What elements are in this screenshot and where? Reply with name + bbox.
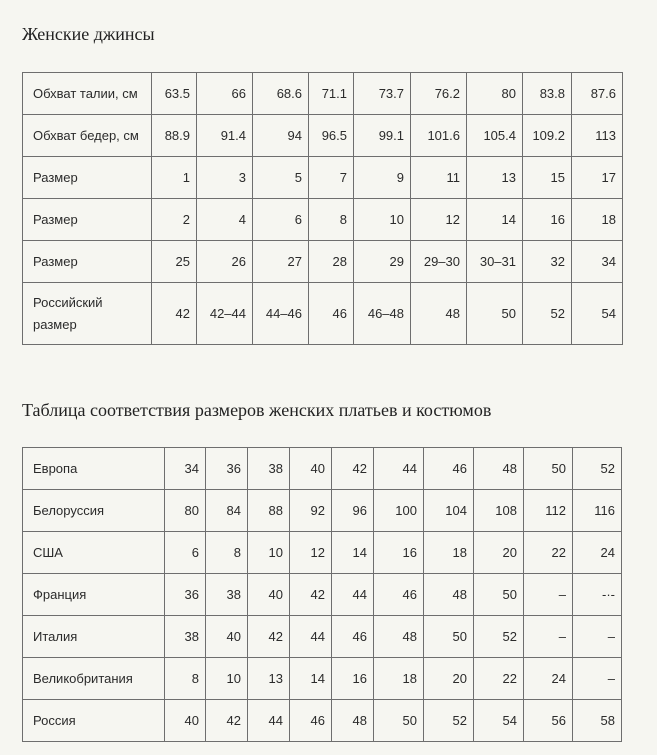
table-cell: 46 — [290, 700, 332, 742]
table-cell: 18 — [572, 199, 623, 241]
table-cell: 113 — [572, 115, 623, 157]
table-row — [23, 490, 622, 532]
table-cell: 99.1 — [354, 115, 411, 157]
table-cell: 80 — [165, 490, 206, 532]
jeans-table-body — [23, 73, 623, 345]
table-cell: 36 — [165, 574, 206, 616]
row-label: Италия — [23, 616, 165, 658]
table-cell: 66 — [197, 73, 253, 115]
table-cell: 80 — [467, 73, 523, 115]
table-cell: 56 — [524, 700, 573, 742]
table-cell: 83.8 — [523, 73, 572, 115]
table-row — [23, 115, 623, 157]
table-cell: 94 — [253, 115, 309, 157]
table-cell: 44 — [332, 574, 374, 616]
table-cell: 58 — [573, 700, 622, 742]
row-label: Европа — [23, 448, 165, 490]
table-row — [23, 574, 622, 616]
table-cell: 16 — [523, 199, 572, 241]
table-cell: 112 — [524, 490, 573, 532]
table-cell: 14 — [332, 532, 374, 574]
table-cell: 46 — [374, 574, 424, 616]
table-cell: 48 — [424, 574, 474, 616]
table-cell: 24 — [524, 658, 573, 700]
table-cell: 4 — [197, 199, 253, 241]
table-cell: 42 — [152, 283, 197, 345]
table-cell: – — [524, 616, 573, 658]
table-cell: 38 — [248, 448, 290, 490]
table-cell: 52 — [573, 448, 622, 490]
table-cell: 44 — [248, 700, 290, 742]
table-cell: 40 — [165, 700, 206, 742]
table-cell: 48 — [332, 700, 374, 742]
table-cell: -·- — [573, 574, 622, 616]
row-label: США — [23, 532, 165, 574]
table-cell: 52 — [474, 616, 524, 658]
table-cell: 50 — [524, 448, 573, 490]
table-row — [23, 658, 622, 700]
row-label: Обхват талии, см — [23, 73, 152, 115]
table-cell: 29–30 — [411, 241, 467, 283]
table-cell: 12 — [290, 532, 332, 574]
table-cell: 101.6 — [411, 115, 467, 157]
table-cell: 105.4 — [467, 115, 523, 157]
table-cell: 13 — [467, 157, 523, 199]
table-cell: 88 — [248, 490, 290, 532]
table-cell: 91.4 — [197, 115, 253, 157]
table-cell: 42 — [248, 616, 290, 658]
table-cell: 44–46 — [253, 283, 309, 345]
table-cell: 26 — [197, 241, 253, 283]
table-cell: 11 — [411, 157, 467, 199]
table-cell: 9 — [354, 157, 411, 199]
table-cell: 14 — [290, 658, 332, 700]
table-cell: 14 — [467, 199, 523, 241]
table-cell: 13 — [248, 658, 290, 700]
table-cell: 44 — [290, 616, 332, 658]
table-cell: 42–44 — [197, 283, 253, 345]
table-cell: 96 — [332, 490, 374, 532]
table-cell: 50 — [374, 700, 424, 742]
table-cell: 54 — [474, 700, 524, 742]
table-cell: 16 — [332, 658, 374, 700]
table-cell: 109.2 — [523, 115, 572, 157]
table-cell: 40 — [290, 448, 332, 490]
table-cell: 96.5 — [309, 115, 354, 157]
table-cell: – — [573, 658, 622, 700]
table-cell: 48 — [374, 616, 424, 658]
table-row — [23, 448, 622, 490]
table-row — [23, 241, 623, 283]
table-cell: 7 — [309, 157, 354, 199]
table-cell: 52 — [523, 283, 572, 345]
table-cell: 20 — [474, 532, 524, 574]
table-cell: 48 — [474, 448, 524, 490]
dresses-table-body — [23, 448, 622, 742]
table-cell: 25 — [152, 241, 197, 283]
table-cell: 52 — [424, 700, 474, 742]
table-cell: 50 — [424, 616, 474, 658]
row-label: Великобритания — [23, 658, 165, 700]
row-label: Россия — [23, 700, 165, 742]
table-cell: 12 — [411, 199, 467, 241]
table-cell: 88.9 — [152, 115, 197, 157]
table-cell: 32 — [523, 241, 572, 283]
row-label: Российский размер — [23, 283, 152, 345]
table-cell: 5 — [253, 157, 309, 199]
table-cell: 42 — [290, 574, 332, 616]
table-row — [23, 73, 623, 115]
table-row — [23, 616, 622, 658]
table-cell: 108 — [474, 490, 524, 532]
table-cell: 54 — [572, 283, 623, 345]
table-cell: 16 — [374, 532, 424, 574]
table-cell: 22 — [474, 658, 524, 700]
table-cell: 24 — [573, 532, 622, 574]
table-cell: 42 — [332, 448, 374, 490]
dresses-size-table — [22, 447, 622, 742]
table-cell: 22 — [524, 532, 573, 574]
table-cell: 15 — [523, 157, 572, 199]
table-row — [23, 157, 623, 199]
table-cell: 34 — [165, 448, 206, 490]
table-cell: 8 — [165, 658, 206, 700]
table-cell: 40 — [206, 616, 248, 658]
table-cell: 6 — [165, 532, 206, 574]
table-cell: 71.1 — [309, 73, 354, 115]
table-cell: 6 — [253, 199, 309, 241]
table-cell: 1 — [152, 157, 197, 199]
table-row — [23, 532, 622, 574]
table-cell: 29 — [354, 241, 411, 283]
row-label: Размер — [23, 199, 152, 241]
row-label: Размер — [23, 241, 152, 283]
table-cell: 50 — [467, 283, 523, 345]
row-label: Обхват бедер, см — [23, 115, 152, 157]
table-cell: 36 — [206, 448, 248, 490]
table-cell: 18 — [374, 658, 424, 700]
table-cell: 92 — [290, 490, 332, 532]
table-cell: 10 — [248, 532, 290, 574]
table-row — [23, 283, 623, 345]
table-cell: 84 — [206, 490, 248, 532]
table-cell: 27 — [253, 241, 309, 283]
table-cell: 8 — [206, 532, 248, 574]
table-row — [23, 199, 623, 241]
row-label: Белоруссия — [23, 490, 165, 532]
table-cell: 30–31 — [467, 241, 523, 283]
table-cell: 40 — [248, 574, 290, 616]
table-cell: 46 — [424, 448, 474, 490]
table-cell: 46–48 — [354, 283, 411, 345]
table-cell: – — [573, 616, 622, 658]
table-cell: 48 — [411, 283, 467, 345]
table-cell: 10 — [354, 199, 411, 241]
table-cell: 46 — [309, 283, 354, 345]
table-row — [23, 700, 622, 742]
row-label: Франция — [23, 574, 165, 616]
table-cell: 63.5 — [152, 73, 197, 115]
table-cell: 3 — [197, 157, 253, 199]
table-cell: 38 — [206, 574, 248, 616]
table-cell: 76.2 — [411, 73, 467, 115]
table-cell: 116 — [573, 490, 622, 532]
jeans-size-table — [22, 72, 623, 345]
table-cell: 34 — [572, 241, 623, 283]
table-cell: 100 — [374, 490, 424, 532]
table-cell: 10 — [206, 658, 248, 700]
table-cell: 28 — [309, 241, 354, 283]
table-cell: 44 — [374, 448, 424, 490]
table-cell: 68.6 — [253, 73, 309, 115]
jeans-table-title: Женские джинсы — [22, 24, 155, 44]
table-cell: 2 — [152, 199, 197, 241]
table-cell: – — [524, 574, 573, 616]
table-cell: 8 — [309, 199, 354, 241]
table-cell: 46 — [332, 616, 374, 658]
table-cell: 73.7 — [354, 73, 411, 115]
table-cell: 87.6 — [572, 73, 623, 115]
row-label: Размер — [23, 157, 152, 199]
table-cell: 18 — [424, 532, 474, 574]
table-cell: 50 — [474, 574, 524, 616]
table-cell: 38 — [165, 616, 206, 658]
dresses-table-title: Таблица соответствия размеров женских платьев и костюмов — [22, 400, 492, 420]
table-cell: 20 — [424, 658, 474, 700]
table-cell: 104 — [424, 490, 474, 532]
table-cell: 17 — [572, 157, 623, 199]
table-cell: 42 — [206, 700, 248, 742]
